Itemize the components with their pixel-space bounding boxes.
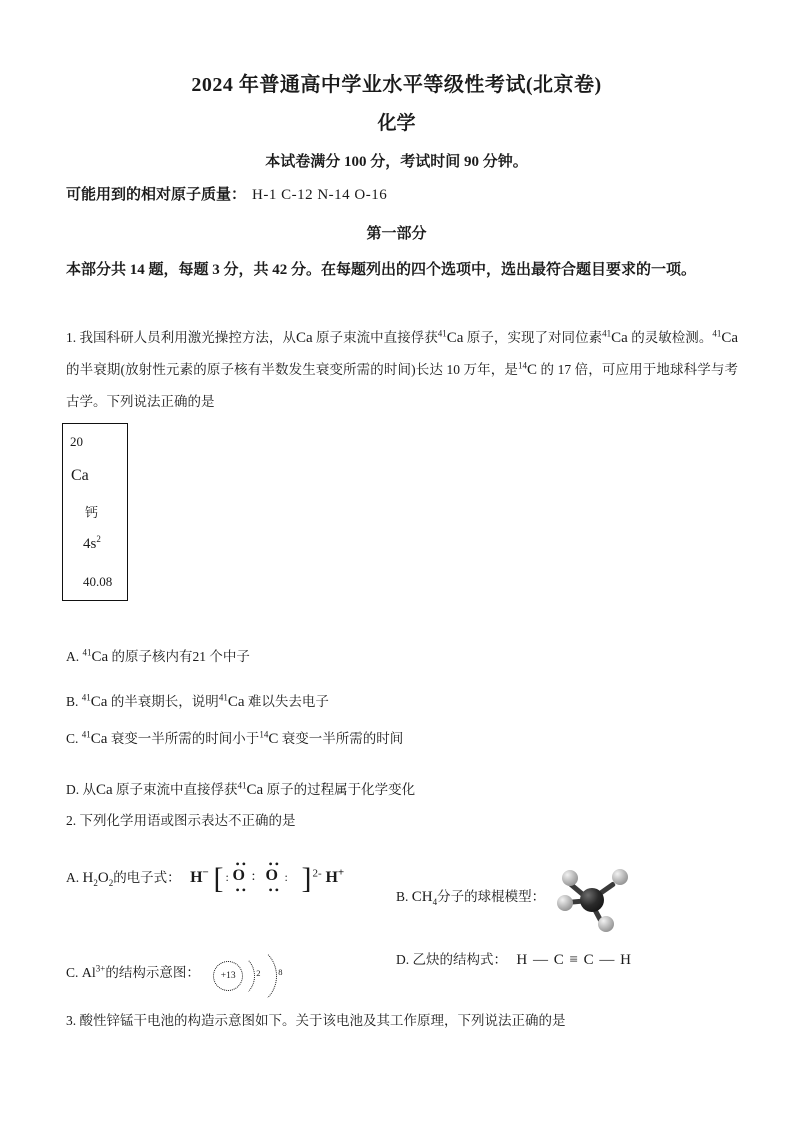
lewis-h-left <box>190 869 209 886</box>
q2-option-d-letter: D. <box>396 952 410 967</box>
ch4-hydrogen-4 <box>598 916 614 932</box>
q1-sup-14: 14 <box>518 360 528 371</box>
option-a-sup: 41 <box>82 647 92 658</box>
option-a-letter: A. <box>66 649 80 664</box>
question-2-option-c[interactable] <box>66 948 303 1000</box>
atomic-mass-line <box>66 183 387 204</box>
exam-info: 本试卷满分 100 分，考试时间 90 分钟。 <box>265 154 528 170</box>
ch4-hydrogen-1 <box>562 870 578 886</box>
option-c-text: 衰变一半所需的时间小于 <box>110 731 260 746</box>
atomic-mass-values: H-1 C-12 N-14 O-16 <box>252 187 388 203</box>
option-d-sup2: 41 <box>237 780 247 791</box>
question-3-number: 3. <box>66 1013 77 1028</box>
option-d-text2: 原子的过程属于化学变化 <box>266 782 416 797</box>
ch4-hydrogen-2 <box>612 869 628 885</box>
q1-ca-3: Ca <box>611 330 628 346</box>
question-3-stem <box>66 1005 738 1036</box>
question-1-stem <box>66 322 738 417</box>
lewis-h-left-symbol: H <box>190 869 203 887</box>
q2-option-d-text: 乙炔的结构式： <box>412 952 507 967</box>
al-base: Al <box>81 966 96 982</box>
lewis-h-right <box>325 869 344 886</box>
element-config-sup: 2 <box>96 534 101 544</box>
element-chinese-name: 钙 <box>85 505 99 520</box>
lewis-right-dots: : <box>284 870 290 884</box>
part-one-title: 第一部分 <box>366 226 427 242</box>
option-b-elem: Ca <box>90 694 108 710</box>
lewis-left-dots: : <box>225 870 231 884</box>
lewis-h-right-symbol: H <box>325 869 338 887</box>
element-atomic-number: 20 <box>70 434 83 449</box>
acetylene-structural-formula: H — C ≡ C — H <box>516 952 633 968</box>
lewis-o2: O <box>265 867 278 884</box>
lewis-structure-h2o2 <box>190 857 345 897</box>
option-b-elem2: Ca <box>227 694 245 710</box>
question-1-option-b[interactable] <box>66 690 329 711</box>
q1-text-2: 原子束流中直接俘获 <box>316 330 438 345</box>
question-1-option-a[interactable] <box>66 645 250 666</box>
option-c-letter: C. <box>66 731 79 746</box>
q1-sup-41-b: 41 <box>602 328 612 339</box>
q1-ca-1: Ca <box>295 330 313 346</box>
lewis-bottom-dots-o1: •• <box>235 883 248 897</box>
q1-text-6: 的 17 倍，可应用于地球科学与考古学。下列说法正确的是 <box>66 362 739 409</box>
ch4-base: CH <box>411 889 433 906</box>
subject-title: 化学 <box>377 113 416 134</box>
q1-sup-41-a: 41 <box>437 328 447 339</box>
option-c-text2: 衰变一半所需的时间 <box>281 731 404 746</box>
q1-ca-4: Ca <box>721 330 739 346</box>
q2-option-c-letter: C. <box>66 965 79 981</box>
question-2-stem <box>66 805 738 836</box>
option-b-sup: 41 <box>81 692 91 703</box>
element-card-calcium <box>62 423 128 601</box>
question-1-option-c[interactable] <box>66 727 403 748</box>
q2-option-b-letter: B. <box>396 889 409 905</box>
q2-option-a-formula <box>82 870 114 889</box>
option-d-text: 原子束流中直接俘获 <box>116 782 238 797</box>
q2-option-c-formula <box>81 963 106 982</box>
h2o2-o: O <box>97 870 109 887</box>
shell-2-count: 8 <box>278 967 283 977</box>
part-one-instruction: 本部分共 14 题，每题 3 分，共 42 分。在每题列出的四个选项中，选出最符合题目要求的一项。 <box>66 262 697 278</box>
option-b-text2: 难以失去电子 <box>247 694 329 709</box>
element-configuration <box>83 536 101 553</box>
option-b-text: 的半衰期长，说明 <box>110 694 219 709</box>
h2o2-sub-2b: 2 <box>108 878 114 889</box>
q1-ca-2: Ca <box>446 330 464 346</box>
lewis-bottom-dots-o2: •• <box>268 883 281 897</box>
q2-option-b-text: 分子的球棍模型： <box>437 889 546 905</box>
lewis-bracket-charge: 2- <box>312 867 322 880</box>
option-c-elem: Ca <box>90 731 108 747</box>
lewis-middle-dots: : <box>251 869 258 884</box>
question-2-option-a[interactable] <box>66 857 345 897</box>
element-symbol: Ca <box>71 467 89 484</box>
q1-text-5: 的半衰期(放射性元素的原子核有半数发生衰变所需的时间)长达 10 万年，是 <box>66 362 519 377</box>
h2o2-h: H <box>82 870 94 887</box>
option-d-pre: 从 <box>82 782 96 797</box>
q2-option-a-letter: A. <box>66 870 80 886</box>
atomic-mass-label: 可能用到的相对原子质量： <box>66 187 247 203</box>
lewis-top-dots-o1: •• <box>235 857 248 871</box>
al-charge: 3+ <box>95 963 106 974</box>
option-c-elem2: C <box>268 731 279 747</box>
lewis-bracket-open: [ <box>213 862 224 895</box>
atomic-shell-diagram-al <box>211 948 303 1000</box>
q1-text-4: 的灵敏检测。 <box>631 330 713 345</box>
option-d-letter: D. <box>66 782 80 797</box>
ch4-hydrogen-3 <box>557 895 573 911</box>
electron-shell-arc-2 <box>217 945 277 1007</box>
question-2-number: 2. <box>66 813 77 828</box>
page-title: 2024 年普通高中学业水平等级性考试(北京卷) <box>191 74 602 96</box>
lewis-h-left-charge: − <box>202 867 209 880</box>
option-d-elem0: Ca <box>96 782 113 798</box>
option-a-elem: Ca <box>91 649 109 665</box>
lewis-o1: O <box>232 867 245 884</box>
q2-text: 下列化学用语或图示表达不正确的是 <box>79 813 296 828</box>
option-c-sup: 41 <box>81 729 91 740</box>
ch4-sub: 4 <box>432 897 438 908</box>
option-c-sup2: 14 <box>259 729 269 740</box>
lewis-h-right-charge: + <box>337 867 345 880</box>
question-1-number: 1. <box>66 330 77 345</box>
question-2-option-d[interactable] <box>396 948 632 969</box>
q2-option-c-text: 的结构示意图： <box>105 965 200 981</box>
option-b-letter: B. <box>66 694 79 709</box>
option-a-text: 的原子核内有21 个中子 <box>111 649 250 664</box>
q1-sup-41-c: 41 <box>712 328 722 339</box>
ch4-carbon <box>580 888 604 912</box>
option-b-sup2: 41 <box>218 692 228 703</box>
ch4-ball-and-stick-model <box>554 862 632 934</box>
q2-option-b-formula <box>411 889 438 908</box>
lewis-top-dots-o2: •• <box>268 857 281 871</box>
q1-text-3: 原子，实现了对同位素 <box>466 330 603 345</box>
lewis-core <box>225 857 301 897</box>
element-atomic-mass: 40.08 <box>83 574 113 589</box>
q2-option-a-text: 的电子式： <box>113 870 181 886</box>
question-2-option-b[interactable] <box>396 862 632 934</box>
element-config-base: 4s <box>83 536 97 552</box>
lewis-bracket-close: ] <box>301 862 312 895</box>
option-d-elem2: Ca <box>246 782 264 798</box>
q1-c-1: C <box>527 362 538 378</box>
question-1-option-d[interactable] <box>66 778 415 799</box>
nucleus-charge: +13 <box>213 961 243 991</box>
h2o2-sub-2a: 2 <box>93 878 98 889</box>
q1-text-1: 我国科研人员利用激光操控方法，从 <box>79 330 296 345</box>
shell-1-count: 2 <box>256 968 261 978</box>
q3-text: 酸性锌锰干电池的构造示意图如下。关于该电池及其工作原理，下列说法正确的是 <box>79 1013 566 1028</box>
